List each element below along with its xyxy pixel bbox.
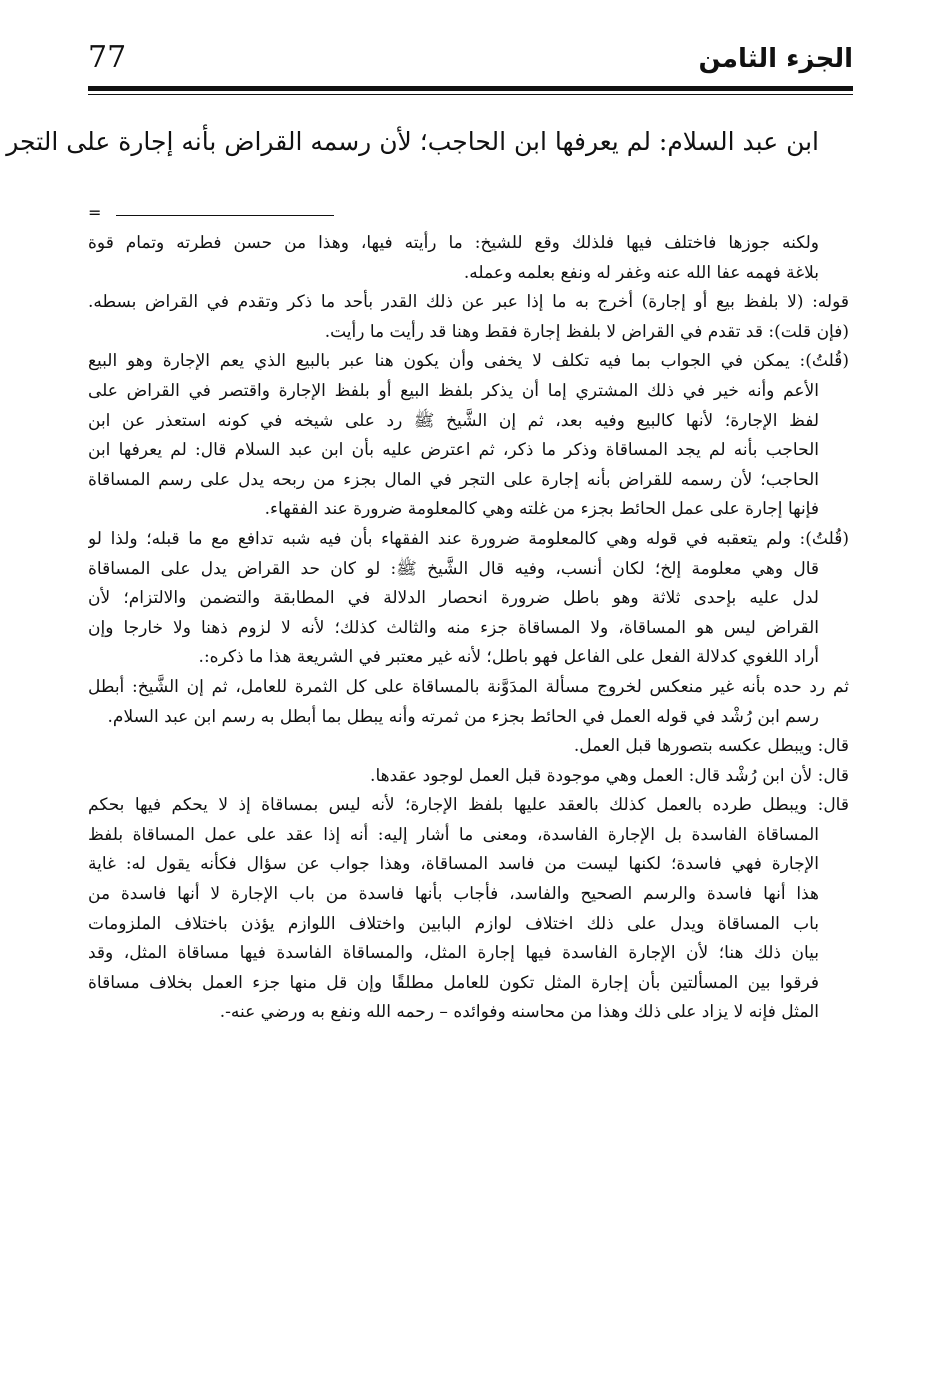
- footnote-line: لدل عليه بإحدى ثلاثة وهو باطل ضرورة انحصار الدلالة في المطابقة والتضمن والالتزام؛ لأن: [88, 588, 819, 609]
- footnote-line: الحاجب بأنه لم يجد المساقاة وذكر ما ذكر، ثم اعترض عليه بأن ابن عبد السلام قال: لم يعرفها ابن: [88, 440, 819, 461]
- header-rule-thick: [88, 86, 853, 91]
- footnote-line: (فإن قلت): قد تقدم في القراض لا بلفظ إجارة فقط وهنا قد رأيت ما رأيت.: [324, 321, 849, 342]
- footnote-line: (قُلتُ): يمكن في الجواب بما فيه تكلف لا يخفى وأن يكون هنا عبر بالبيع الذي يعم الإجارة وهو البيع: [88, 351, 849, 372]
- footnote-line: فإنها إجارة على عمل الحائط بجزء من غلته وهي كالمعلومة ضرورة عند الفقهاء.: [264, 499, 819, 520]
- footnote-line: هذا أنها فاسدة والرسم الصحيح والفاسد، فأجاب بأنها فاسدة من باب الإجارة لا أنها فاسدة من: [88, 884, 819, 905]
- footnote-line: قال: ويبطل عكسه بتصورها قبل العمل.: [573, 736, 849, 757]
- footnote-line: أراد اللغوي كدلالة الفعل على الفاعل فهو باطل؛ لأنه غير معتبر في الشريعة هذا ما ذكره:.: [198, 647, 819, 668]
- footnote-line: الإجارة فهي فاسدة؛ لكنها ليست من فاسد المساقاة، وهذا جواب عن سؤال فكأنه يقول له: غاية: [88, 854, 819, 875]
- footnote-line: الحاجب؛ لأن رسمه للقراض بأنه إجارة على التجر في المال بجزء من ربحه يدل على رسم المساقاة: [88, 469, 819, 490]
- footnote-separator-line: [116, 215, 334, 216]
- footnote-line: الأعم وأنه خير في ذلك المشتري إما أن يذكر بلفظ البيع أو بلفظ الإجارة واقتصر في القراض على: [88, 380, 819, 401]
- footnote-line: فرقوا بين المسألتين بأن إجارة المثل تكون للعامل مطلقًا وإن قل منها جزء العمل بخلاف مساقاة: [88, 972, 819, 993]
- footnote-line: المساقاة الفاسدة بل الإجارة الفاسدة، ومعنى ما أشار إليه: أنه إذا عقد على عمل المساقاة بلفظ: [88, 824, 819, 845]
- footnote-line: رسم ابن رُشْد في قوله العمل في الحائط بجزء من ثمرته وأنه يبطل بما أبطل به رسم ابن عبد السلام.: [107, 706, 819, 727]
- header-rule-thin: [88, 94, 853, 95]
- footnote-line: ثم رد حده بأنه غير منعكس لخروج مسألة المدَوَّنة بالمساقاة على كل الثمرة للعامل، ثم إن الشَّيخ: أبطل: [88, 676, 849, 697]
- footnote-continuation-marker: =: [88, 203, 102, 222]
- running-title: الجزء الثامن: [698, 44, 853, 74]
- footnote-line: (قُلتُ): ولم يتعقبه في قوله وهي كالمعلومة ضرورة عند الفقهاء بأن فيه شبه تدافع مع ما قبله؛ ولذا لو: [88, 528, 849, 549]
- footnote-line: لفظ الإجارة؛ لأنها كالبيع وفيه بعد، ثم إن الشَّيخ ﷺ رد على شيخه في كونه استعذر عن ابن: [88, 410, 819, 431]
- footnote-line: بيان ذلك هنا؛ لأن الإجارة الفاسدة فيها إجارة المثل، والمساقاة الفاسدة فيها مساقاة المثل، وقد: [88, 943, 819, 964]
- footnote-line: قال: ويبطل طرده بالعمل كذلك بالعقد عليها بلفظ الإجارة؛ لأنه ليس بمساقاة إذ لا يحكم فيها بحكم: [88, 795, 849, 816]
- footnote-line: بلاغة فهمه عفا الله عنه وغفر له ونفع بعلمه وعمله.: [463, 262, 819, 283]
- footnote-line: المثل فإنه لا يزاد على ذلك وهذا من محاسنه وفوائده – رحمه الله ونفع به ورضي عنه-.: [219, 1002, 819, 1023]
- footnote-line: باب المساقاة ويدل على ذلك اختلاف لوازم البابين واختلاف اللوازم يؤذن باختلاف الملزومات: [88, 913, 819, 934]
- footnote-line: قوله: (لا بلفظ بيع أو إجارة) أخرج به ما إذا عبر عن ذلك القدر بأحد ما ذكر وتقدم في القراض بسطه.: [88, 292, 849, 313]
- footnote-line: ولكنه جوزها فاختلف فيها فلذلك وقع للشيخ: ما رأيته فيها، وهذا من حسن فطرته وتمام قوة: [88, 233, 819, 253]
- footnote-line: قال وهي معلومة إلخ؛ لكان أنسب، وفيه قال الشَّيخ ﷺ: لو كان حد القراض يدل على المساقاة: [88, 558, 819, 579]
- page-number: 77: [88, 40, 127, 75]
- page-header: [88, 40, 853, 86]
- footnote-body: [88, 229, 849, 1028]
- main-text-line: ابن عبد السلام: لم يعرفها ابن الحاجب؛ لأن رسمه القراض بأنه إجارة على التجر: [6, 127, 819, 156]
- footnote-line: القراض ليس هو المساقاة، ولا المساقاة جزء منه والثالث كذلك؛ لأنه لا لزوم ذهنا ولا خارجا وإن: [88, 617, 819, 638]
- footnote-separator: [88, 203, 338, 224]
- footnote-line: قال: لأن ابن رُشْد قال: العمل وهي موجودة قبل العمل لوجود عقدها.: [370, 765, 849, 786]
